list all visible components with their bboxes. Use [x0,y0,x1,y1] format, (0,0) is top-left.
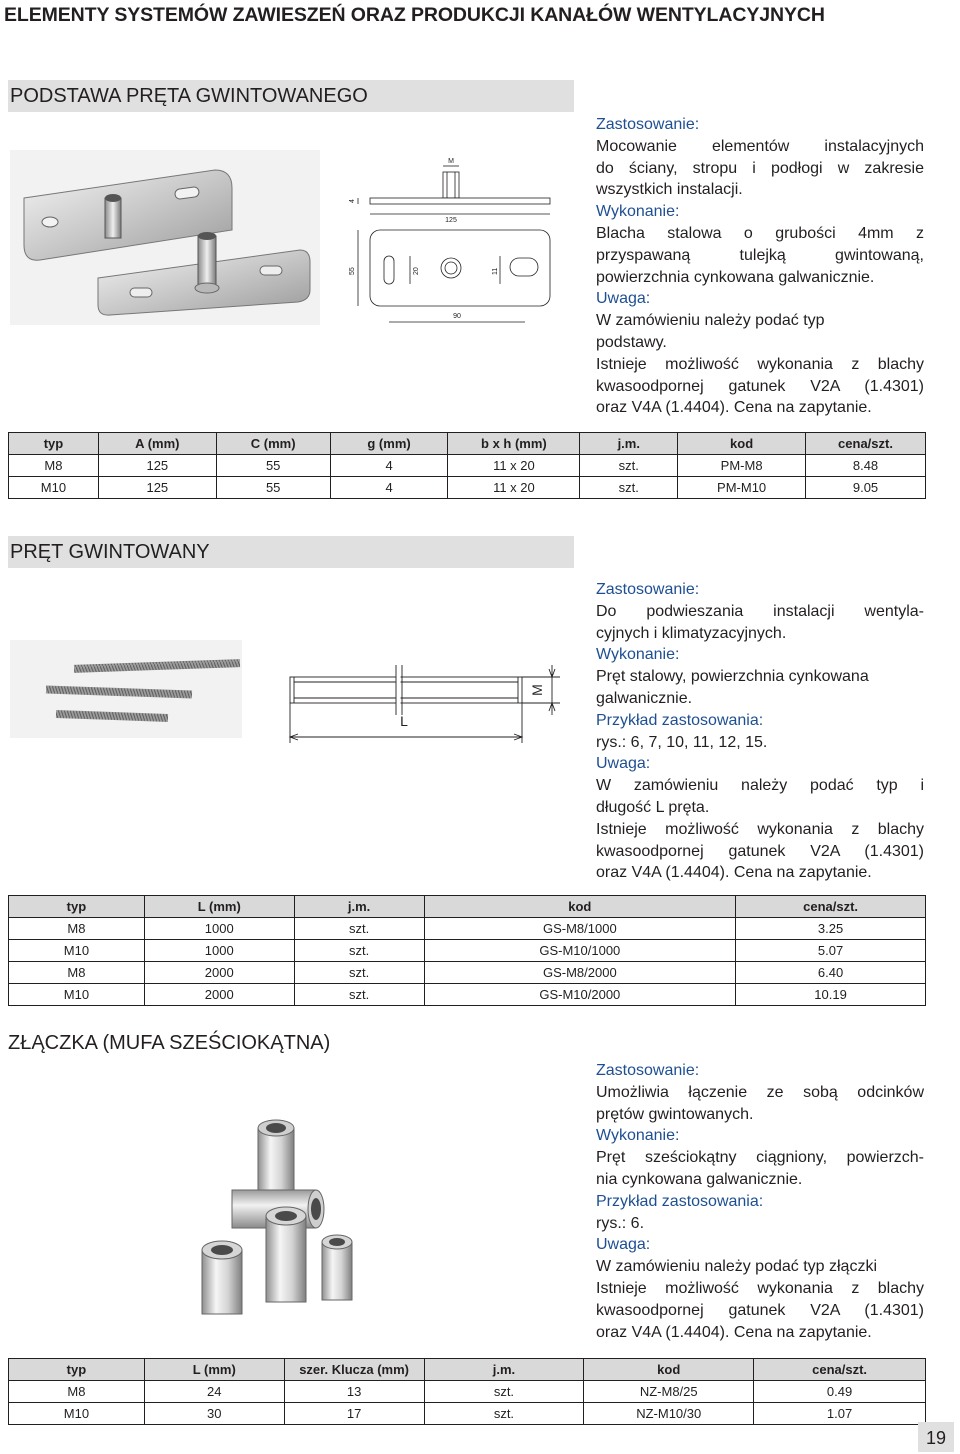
base-plate-heading-make: Wykonanie: [596,203,680,221]
coupling-nut-note-line: W zamówieniu należy podać typ złączki [596,1258,878,1276]
table-row [9,455,926,477]
column-header: cena/szt. [736,896,926,918]
coupling-nut-heading-example: Przykład zastosowania: [596,1192,764,1210]
table-cell: PM-M10 [678,477,806,499]
base-plate-note-line: W zamówieniu należy podać typ [596,312,825,330]
table-cell: 2000 [144,962,294,984]
table-cell: GS-M10/2000 [424,984,736,1006]
table-cell: 3.25 [736,918,926,940]
base-plate-usage-line: Mocowanie elementów instalacyjnych [596,137,924,155]
table-cell: 4 [330,477,448,499]
table-cell: M10 [9,1403,145,1425]
column-header: typ [9,896,145,918]
threaded-rod-heading-make: Wykonanie: [596,646,680,664]
drawing-label-hole-height: 20 [413,267,420,275]
drawing-label-height: 55 [349,267,356,275]
table-row [9,940,926,962]
section-title-base-plate: PODSTAWA PRĘTA GWINTOWANEGO [8,80,574,112]
drawing-label-width: 125 [445,217,457,224]
threaded-rod-example-line: rys.: 6, 7, 10, 11, 12, 15. [596,733,768,751]
table-cell: M8 [9,455,99,477]
column-header: b x h (mm) [448,433,580,455]
base-plate-note-line: podstawy. [596,333,667,351]
threaded-rod-description [596,579,924,884]
table-cell: 125 [98,477,216,499]
coupling-nut-heading-usage: Zastosowanie: [596,1062,700,1079]
table-row [9,918,926,940]
table-cell: szt. [294,962,424,984]
table-cell: 6.40 [736,962,926,984]
table-cell: 10.19 [736,984,926,1006]
threaded-rod-note-line: kwasoodpornej gatunek V2A (1.4301) [596,842,924,860]
table-cell: 5.07 [736,940,926,962]
threaded-rod-drawing [280,655,580,750]
coupling-nut-note-line: Istnieje możliwość wykonania z blachy [596,1279,924,1297]
table-cell: szt. [294,918,424,940]
table-cell: 1.07 [754,1403,926,1425]
base-plate-usage-line: wszystkich instalacji. [596,181,743,199]
coupling-nut-usage-line: prętów gwintowanych. [596,1105,754,1123]
column-header: A (mm) [98,433,216,455]
table-cell: NZ-M10/30 [584,1403,754,1425]
coupling-nut-note-line: oraz V4A (1.4404). Cena na zapytanie. [596,1323,872,1341]
table-row [9,984,926,1006]
column-header: kod [678,433,806,455]
drawing-label-m: M [448,158,454,165]
coupling-nut-note-line: kwasoodpornej gatunek V2A (1.4301) [596,1301,924,1319]
table-cell: GS-M8/1000 [424,918,736,940]
base-plate-note-line: oraz V4A (1.4404). Cena na zapytanie. [596,399,872,417]
table-header-row [9,1359,926,1381]
coupling-nut-heading-note: Uwaga: [596,1236,651,1254]
base-plate-drawing [340,150,560,330]
table-cell: 9.05 [806,477,926,499]
base-plate-photo [10,150,320,325]
column-header: cena/szt. [806,433,926,455]
table-header-row [9,896,926,918]
drawing-label-length: L [400,713,408,729]
coupling-nut-make-line: nia cynkowana galwanicznie. [596,1170,803,1188]
page-number: 19 [918,1422,954,1452]
coupling-nut-table [8,1358,926,1425]
column-header: typ [9,433,99,455]
table-row [9,477,926,499]
base-plate-note-line: Istnieje możliwość wykonania z blachy [596,355,924,373]
coupling-nut-example-line: rys.: 6. [596,1214,645,1232]
table-cell: 11 x 20 [448,477,580,499]
table-cell: M8 [9,918,145,940]
threaded-rod-usage-line: Do podwieszania instalacji wentyla- [596,602,924,620]
threaded-rod-note-line: długość L pręta. [596,798,710,816]
base-plate-make-line: przyspawaną tulejką gwintowaną, [596,246,924,264]
column-header: typ [9,1359,145,1381]
threaded-rod-note-line: Istnieje możliwość wykonania z blachy [596,820,924,838]
table-cell: 17 [284,1403,424,1425]
base-plate-heading-note: Uwaga: [596,290,651,308]
threaded-rod-make-line: Pręt stalowy, powierzchnia cynkowana [596,668,869,686]
table-row [9,1381,926,1403]
threaded-rod-photo [10,640,242,738]
base-plate-table [8,432,926,499]
table-cell: 8.48 [806,455,926,477]
table-cell: 125 [98,455,216,477]
table-cell: szt. [294,984,424,1006]
threaded-rod-heading-example: Przykład zastosowania: [596,711,764,729]
table-row [9,962,926,984]
threaded-rod-note-line: oraz V4A (1.4404). Cena na zapytanie. [596,864,872,882]
table-cell: 30 [144,1403,284,1425]
table-cell: 55 [216,455,330,477]
table-cell: NZ-M8/25 [584,1381,754,1403]
drawing-label-thickness: 4 [349,199,356,203]
coupling-nut-description [596,1060,924,1343]
table-cell: szt. [424,1403,584,1425]
base-plate-make-line: powierzchnia cynkowana galwanicznie. [596,268,875,286]
coupling-nut-make-line: Pręt sześciokątny ciągniony, powierzch- [596,1149,924,1167]
section-title-threaded-rod: PRĘT GWINTOWANY [8,536,574,568]
table-cell: M10 [9,940,145,962]
table-cell: szt. [580,455,678,477]
column-header: szer. Klucza (mm) [284,1359,424,1381]
page-title: ELEMENTY SYSTEMÓW ZAWIESZEŃ ORAZ PRODUKCJI KANAŁÓW WENTYLACYJNYCH [4,4,825,26]
base-plate-make-line: Blacha stalowa o grubości 4mm z [596,224,924,242]
threaded-rod-heading-note: Uwaga: [596,755,651,773]
section-title-coupling-nut: ZŁĄCZKA (MUFA SZEŚCIOKĄTNA) [8,1032,331,1054]
table-cell: M8 [9,1381,145,1403]
base-plate-description [596,114,924,419]
drawing-label-spacing: 90 [453,313,461,320]
table-cell: szt. [580,477,678,499]
column-header: cena/szt. [754,1359,926,1381]
column-header: C (mm) [216,433,330,455]
column-header: g (mm) [330,433,448,455]
column-header: kod [424,896,736,918]
table-cell: M10 [9,984,145,1006]
threaded-rod-note-line: W zamówieniu należy podać typ i [596,777,924,795]
table-cell: 11 x 20 [448,455,580,477]
table-cell: 1000 [144,918,294,940]
table-cell: szt. [294,940,424,962]
threaded-rod-make-line: galwanicznie. [596,689,693,707]
coupling-nut-photo [190,1110,370,1325]
table-cell: GS-M8/2000 [424,962,736,984]
coupling-nut-heading-make: Wykonanie: [596,1127,680,1145]
table-row [9,1403,926,1425]
table-cell: 0.49 [754,1381,926,1403]
threaded-rod-usage-line: cyjnych i klimatyzacyjnych. [596,624,787,642]
coupling-nut-usage-line: Umożliwia łączenie ze sobą odcinków [596,1083,924,1101]
column-header: L (mm) [144,1359,284,1381]
base-plate-usage-line: do ściany, stropu i podłogi w zakresie [596,159,924,177]
drawing-label-diameter: M [529,684,545,696]
table-cell: 2000 [144,984,294,1006]
table-header-row [9,433,926,455]
table-cell: 13 [284,1381,424,1403]
table-cell: 4 [330,455,448,477]
base-plate-heading-usage: Zastosowanie: [596,116,700,133]
table-cell: M8 [9,962,145,984]
table-cell: 24 [144,1381,284,1403]
column-header: j.m. [580,433,678,455]
table-cell: PM-M8 [678,455,806,477]
table-cell: 1000 [144,940,294,962]
drawing-label-slot: 11 [492,267,499,275]
column-header: kod [584,1359,754,1381]
threaded-rod-table [8,895,926,1006]
column-header: j.m. [424,1359,584,1381]
threaded-rod-heading-usage: Zastosowanie: [596,581,700,598]
base-plate-note-line: kwasoodpornej gatunek V2A (1.4301) [596,377,924,395]
table-cell: M10 [9,477,99,499]
table-cell: szt. [424,1381,584,1403]
table-cell: 55 [216,477,330,499]
table-cell: GS-M10/1000 [424,940,736,962]
column-header: j.m. [294,896,424,918]
column-header: L (mm) [144,896,294,918]
